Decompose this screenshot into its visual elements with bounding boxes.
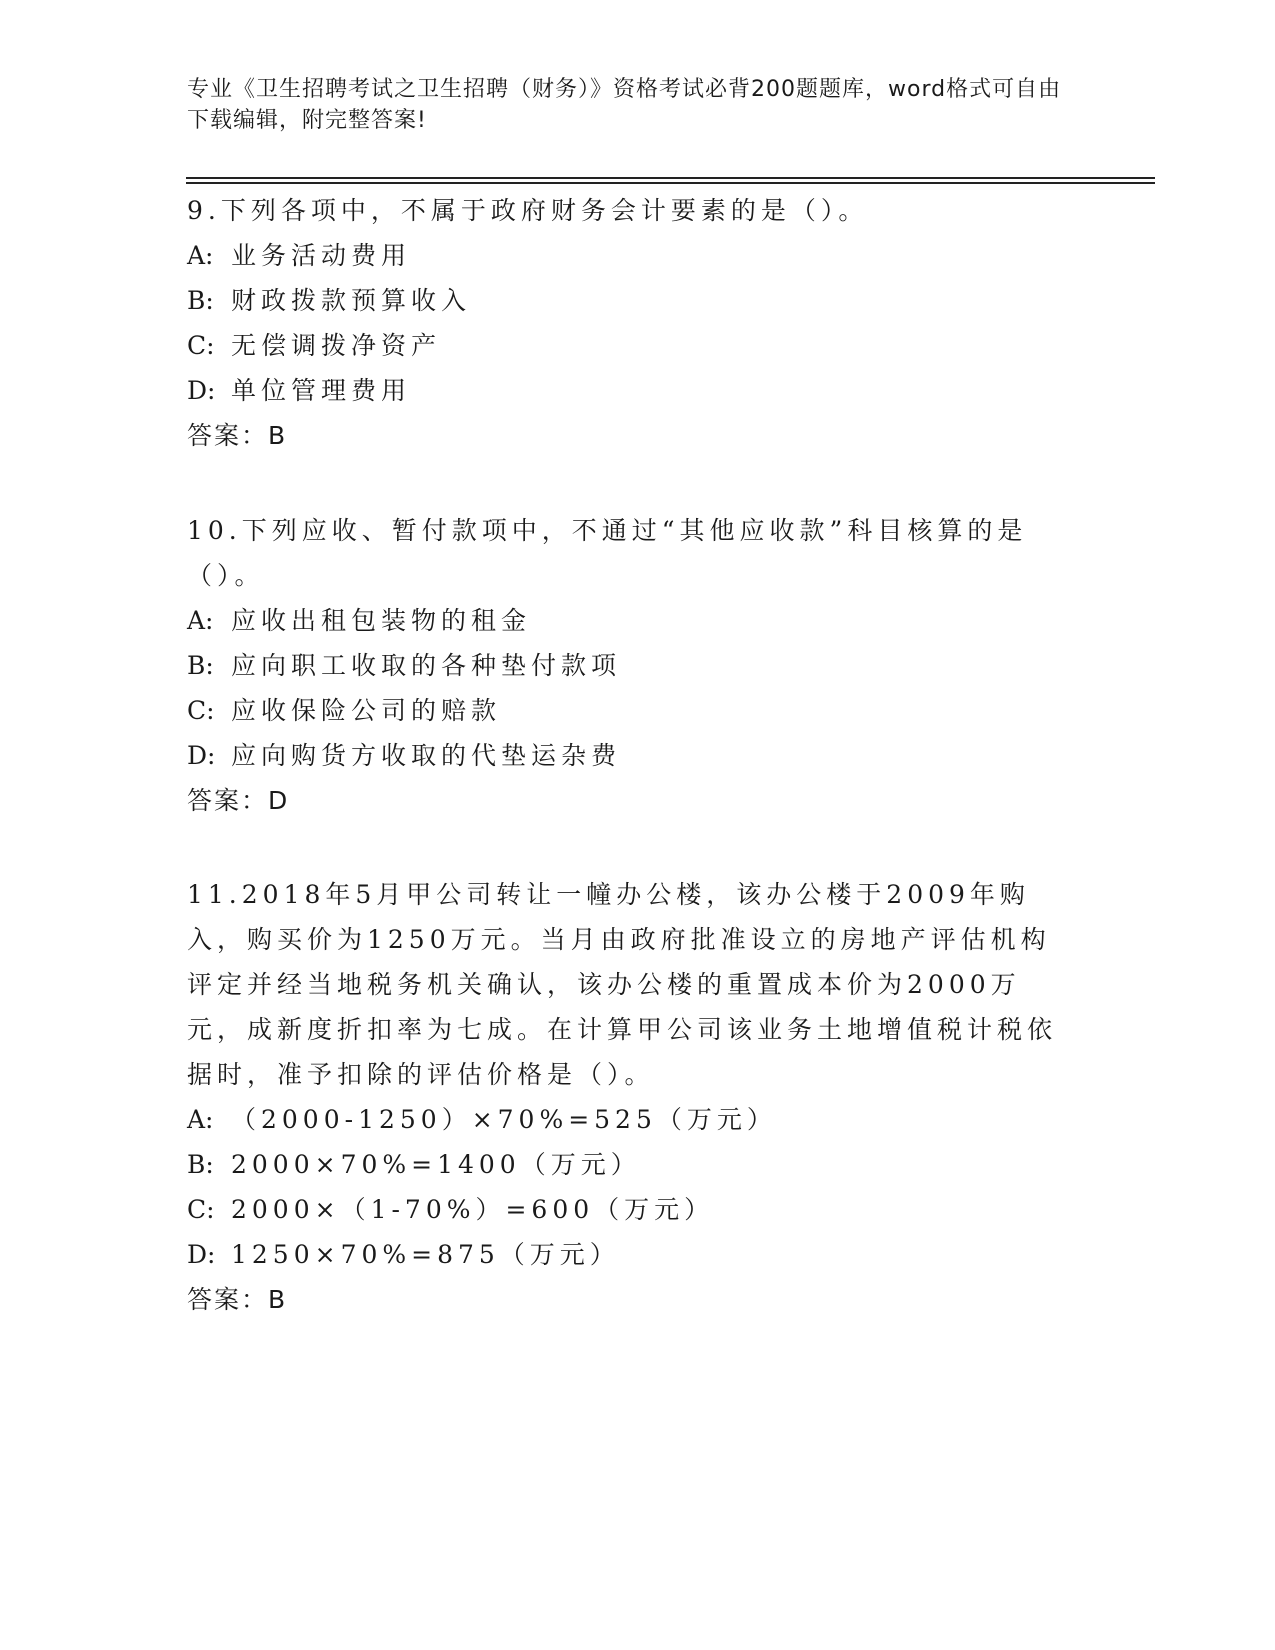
option-text: 应向职工收取的各种垫付款项 <box>231 651 622 680</box>
header-divider-line <box>186 177 1155 179</box>
document-header: 专业《卫生招聘考试之卫生招聘（财务）》资格考试必背200题题库，word格式可自由下载编辑，附完整答案! <box>187 77 1062 133</box>
option-c <box>187 1187 1067 1232</box>
option-b <box>187 278 1067 323</box>
option-text: 单位管理费用 <box>231 376 412 405</box>
question-9 <box>187 188 1067 459</box>
option-text: 2000×70%=1400（万元） <box>231 1150 641 1179</box>
header-divider-line-2 <box>186 182 1155 184</box>
option-d <box>187 733 1067 778</box>
question-10 <box>187 508 1067 824</box>
option-key: C: <box>187 1195 215 1224</box>
option-b <box>187 1142 1067 1187</box>
option-key: A: <box>187 241 214 270</box>
answer: 答案：D <box>187 786 290 815</box>
option-key: D: <box>187 1240 216 1269</box>
option-a <box>187 233 1067 278</box>
option-key: B: <box>187 651 214 680</box>
question-stem: 9.下列各项中，不属于政府财务会计要素的是（）。 <box>187 196 869 225</box>
answer: 答案：B <box>187 421 288 450</box>
option-d <box>187 368 1067 413</box>
answer: 答案：B <box>187 1285 288 1314</box>
option-b <box>187 643 1067 688</box>
option-c <box>187 688 1067 733</box>
option-text: 2000×（1-70%）=600（万元） <box>231 1195 715 1224</box>
option-text: 业务活动费用 <box>231 241 412 270</box>
option-key: A: <box>187 1105 214 1134</box>
option-c <box>187 323 1067 368</box>
option-text: 应收出租包装物的租金 <box>231 606 532 635</box>
option-key: D: <box>187 376 216 405</box>
option-key: C: <box>187 696 215 725</box>
question-stem: 10.下列应收、暂付款项中，不通过“其他应收款”科目核算的是（）。 <box>187 516 1028 590</box>
option-text: 1250×70%=875（万元） <box>231 1240 620 1269</box>
option-text: 应向购货方收取的代垫运杂费 <box>231 741 622 770</box>
option-key: B: <box>187 1150 214 1179</box>
option-a <box>187 598 1067 643</box>
option-key: B: <box>187 286 214 315</box>
option-key: D: <box>187 741 216 770</box>
question-stem: 11.2018年5月甲公司转让一幢办公楼，该办公楼于2009年购入，购买价为1250万元。当月由政府批准设立的房地产评估机构评定并经当地税务机关确认，该办公楼的重置成本价为2000万元，成新度折扣率为七成。在计算甲公司该业务土地增值税计税依据时，准予扣除的评估价格是（）。 <box>187 880 1058 1089</box>
option-a <box>187 1097 1067 1142</box>
option-text: （2000-1250）×70%=525（万元） <box>231 1105 777 1134</box>
option-text: 无偿调拨净资产 <box>231 331 442 360</box>
option-key: A: <box>187 606 214 635</box>
option-text: 应收保险公司的赔款 <box>231 696 502 725</box>
option-key: C: <box>187 331 215 360</box>
option-d <box>187 1232 1067 1277</box>
question-11 <box>187 872 1067 1323</box>
option-text: 财政拨款预算收入 <box>231 286 472 315</box>
